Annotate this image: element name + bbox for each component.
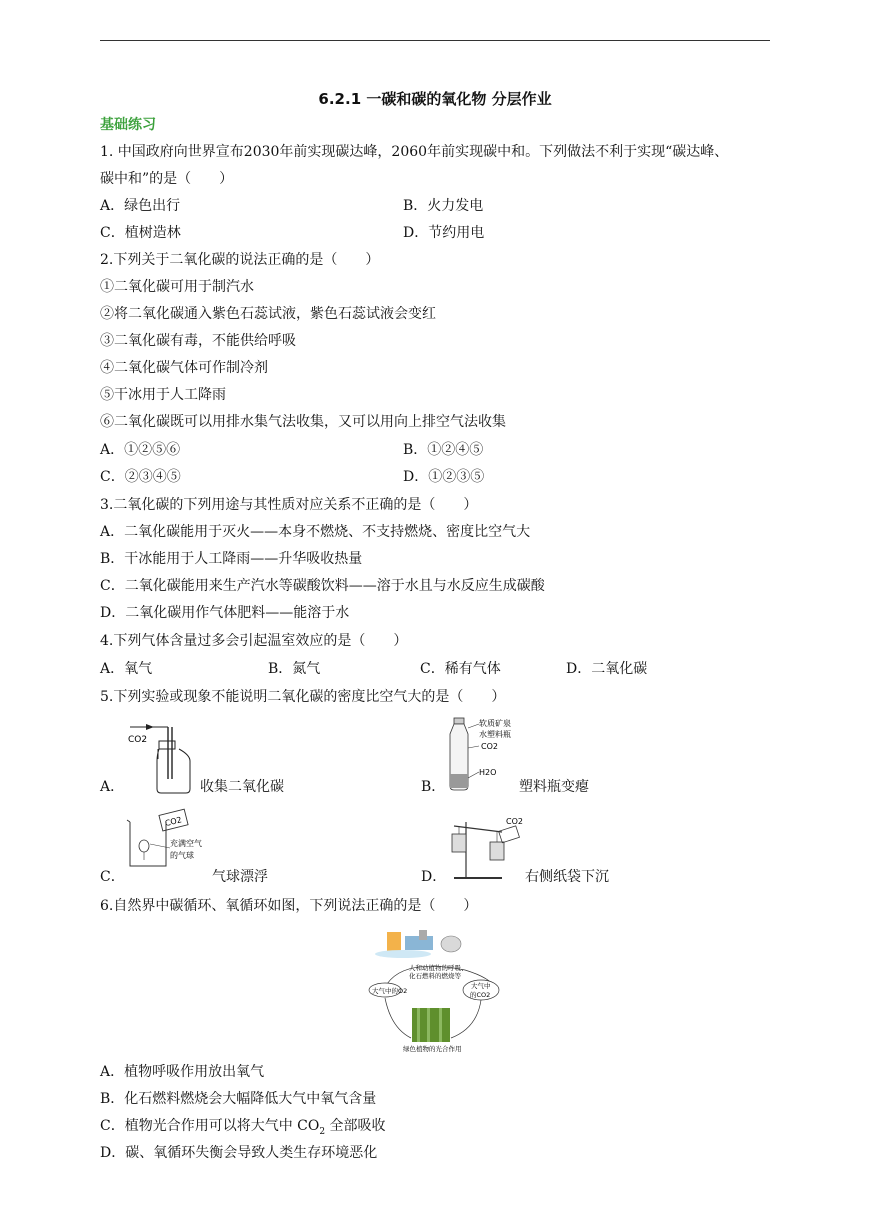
- q1-stem-line2: 碳中和”的是（ ）: [100, 171, 234, 187]
- q6-stem: 6.自然界中碳循环、氧循环如图，下列说法正确的是（ ）: [100, 898, 478, 914]
- page-title: 6.2.1 一碳和碳的氧化物 分层作业: [318, 90, 552, 108]
- q4-option-a: A．氧气: [100, 661, 153, 677]
- q3-option-b: B．干冰能用于人工降雨——升华吸收热量: [100, 551, 363, 567]
- q6-label-co2-1: 大气中: [471, 982, 491, 990]
- q5b-plastic-bottle-figure: [445, 716, 525, 794]
- q5-option-a-text: 收集二氧化碳: [200, 779, 284, 795]
- q6-label-co2-2: 的CO2: [470, 991, 491, 999]
- q2-statement-1: ①二氧化碳可用于制汽水: [100, 279, 254, 295]
- q3-stem: 3.二氧化碳的下列用途与其性质对应关系不正确的是（ ）: [100, 497, 478, 513]
- q6-person-icon: [387, 932, 401, 952]
- q6-factory-icon: [419, 930, 427, 940]
- q2-stem: 2.下列关于二氧化碳的说法正确的是（ ）: [100, 252, 380, 268]
- q5b-label-h2o: H2O: [479, 768, 497, 777]
- q2-option-d: D．①②③⑤: [403, 469, 485, 485]
- q5-stem: 5.下列实验或现象不能说明二氧化碳的密度比空气大的是（ ）: [100, 689, 506, 705]
- q6-option-c-pre: C．植物光合作用可以将大气中 CO: [100, 1118, 320, 1134]
- q6-label-photosynthesis: 绿色植物的光合作用: [403, 1045, 462, 1053]
- q2-option-b: B．①②④⑤: [403, 442, 484, 458]
- q5-option-b-label: B．: [421, 779, 446, 795]
- header-rule: [100, 40, 770, 41]
- q1-stem-line1: 1. 中国政府向世界宣布2030年前实现碳达峰，2060年前实现碳中和。下列做法不利于实现“碳达峰、: [100, 144, 729, 160]
- q5c-label-air-1: 充满空气: [170, 839, 202, 848]
- q1-option-b: B．火力发电: [403, 198, 484, 214]
- q5b-label-co2: CO2: [481, 742, 498, 751]
- q5c-balloon-beaker-figure: [124, 808, 204, 870]
- q6-label-respiration: 人和动植物的呼吸、: [409, 964, 468, 972]
- q3-option-d: D．二氧化碳用作气体肥料——能溶于水: [100, 605, 350, 621]
- q2-option-c: C．②③④⑤: [100, 469, 181, 485]
- q2-option-a: A．①②⑤⑥: [100, 442, 181, 458]
- q5d-co2-label: CO2: [506, 817, 523, 826]
- q5a-gas-collection-figure: [124, 719, 198, 797]
- q4-option-b: B．氮气: [268, 661, 321, 677]
- q2-statement-5: ⑤干冰用于人工降雨: [100, 387, 226, 403]
- q5-option-d-label: D．: [421, 869, 447, 885]
- q5-option-c-text: 气球漂浮: [212, 869, 268, 885]
- q3-option-c: C．二氧化碳能用来生产汽水等碳酸饮料——溶于水且与水反应生成碳酸: [100, 578, 545, 594]
- q5-option-a-label: A．: [100, 779, 125, 795]
- q5-option-b-text: 塑料瓶变瘪: [519, 779, 589, 795]
- section-heading: 基础练习: [100, 117, 156, 133]
- q3-option-a: A．二氧化碳能用于灭火——本身不燃烧、不支持燃烧、密度比空气大: [100, 524, 531, 540]
- q6-option-c: [100, 1117, 386, 1135]
- q4-option-c: C．稀有气体: [420, 661, 501, 677]
- q6-carbon-oxygen-cycle-figure: [365, 928, 505, 1056]
- q6-label-o2: 大气中的O2: [372, 987, 408, 995]
- q6-option-c-sub: 2: [319, 1126, 326, 1137]
- q2-statement-2: ②将二氧化碳通入紫色石蕊试液，紫色石蕊试液会变红: [100, 306, 436, 322]
- q5-option-d-text: 右侧纸袋下沉: [525, 869, 609, 885]
- q6-option-b: B．化石燃料燃烧会大幅降低大气中氧气含量: [100, 1091, 377, 1107]
- q6-label-combustion: 化石燃料的燃烧等: [409, 972, 461, 980]
- q2-statement-6: ⑥二氧化碳既可以用排水集气法收集，又可以用向上排空气法收集: [100, 414, 506, 430]
- q6-sheep-icon: [441, 936, 461, 952]
- q2-statement-3: ③二氧化碳有毒，不能供给呼吸: [100, 333, 296, 349]
- q5b-label-bottle-2: 水塑料瓶: [479, 730, 511, 739]
- q1-option-a: A．绿色出行: [100, 198, 181, 214]
- q5c-co2-label: CO2: [164, 815, 183, 829]
- q4-option-d: D．二氧化碳: [566, 661, 648, 677]
- q4-stem: 4.下列气体含量过多会引起温室效应的是（ ）: [100, 633, 408, 649]
- q6-option-d: D．碳、氧循环失衡会导致人类生存环境恶化: [100, 1145, 378, 1161]
- q1-option-d: D．节约用电: [403, 225, 485, 241]
- q5d-balance-figure: [448, 812, 528, 882]
- q6-option-c-post: 全部吸收: [325, 1118, 386, 1134]
- q6-option-a: A．植物呼吸作用放出氧气: [100, 1064, 265, 1080]
- q5a-co2-label: CO2: [128, 735, 148, 745]
- q5-option-c-label: C．: [100, 869, 125, 885]
- q5c-label-air-2: 的气球: [170, 851, 194, 860]
- q5b-label-bottle-1: 软质矿泉: [479, 719, 511, 728]
- q1-option-c: C．植树造林: [100, 225, 181, 241]
- q2-statement-4: ④二氧化碳气体可作制冷剂: [100, 360, 268, 376]
